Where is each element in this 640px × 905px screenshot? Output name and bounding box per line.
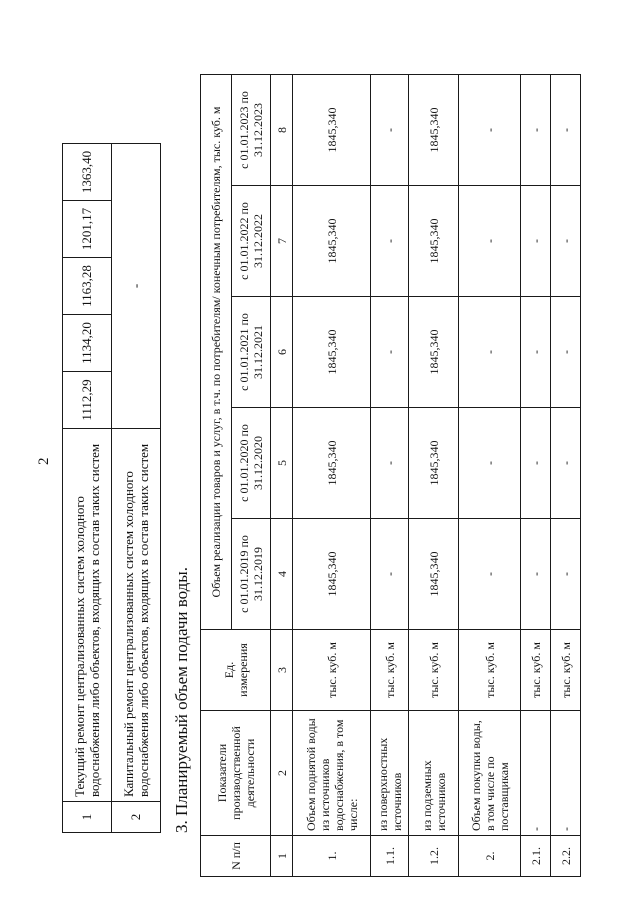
table-row [371,75,409,877]
value-cell: - [551,186,581,297]
row-number: 2. [459,836,521,877]
row-unit: тыс. куб. м [459,630,521,711]
value-cell: - [521,186,551,297]
row-indicator: - [521,711,551,836]
section-title: 3. Планируемый объем подачи воды. [172,567,191,833]
header-period: с 01.01.2022 по 31.12.2022 [232,186,271,297]
row-unit: тыс. куб. м [551,630,581,711]
row-number: 1.2. [409,836,459,877]
header-period: с 01.01.2021 по 31.12.2021 [232,297,271,408]
value-cell: - [459,186,521,297]
row-unit: тыс. куб. м [521,630,551,711]
water-supply-table [200,74,581,877]
value-cell: 1845,340 [409,186,459,297]
value-cell: - [371,408,409,519]
column-number: 6 [271,297,293,408]
table-row [63,144,112,833]
value-cell: - [371,519,409,630]
value-cell: 1845,340 [293,297,371,408]
row-indicator: из подземных источников [409,711,459,836]
table-row [409,75,459,877]
value-cell: - [459,297,521,408]
table-row [521,75,551,877]
row-number: 1.1. [371,836,409,877]
value-cell: - [459,408,521,519]
column-number: 7 [271,186,293,297]
row-unit: тыс. куб. м [293,630,371,711]
value-cell: 1845,340 [293,408,371,519]
header-period: с 01.01.2019 по 31.12.2019 [232,519,271,630]
value-cell: 1845,340 [409,519,459,630]
table-row [112,144,161,833]
column-number: 1 [271,836,293,877]
table-row [293,75,371,877]
value-cell: - [521,297,551,408]
row-number: 2.2. [551,836,581,877]
value-cell: - [521,75,551,186]
column-number: 4 [271,519,293,630]
value-cell: - [521,408,551,519]
row-number: 2.1. [521,836,551,877]
value-cell: - [371,75,409,186]
row-number: 1 [63,802,112,833]
column-number: 2 [271,711,293,836]
value-cell: - [371,186,409,297]
row-indicator: Объем покупки воды, в том числе по поставщикам [459,711,521,836]
row-number: 1. [293,836,371,877]
table-row [551,75,581,877]
value-cell: 1163,28 [63,258,112,315]
column-number: 3 [271,630,293,711]
column-number: 5 [271,408,293,519]
value-cell: 1845,340 [293,186,371,297]
repair-costs-table [62,143,161,833]
value-cell: 1134,20 [63,315,112,372]
value-cell: - [521,519,551,630]
row-indicator: Объем поднятой воды из источников водоснабжения, в том числе: [293,711,371,836]
value-cell: 1363,40 [63,144,112,201]
header-num: N п/п [201,836,271,877]
header-period: с 01.01.2023 по 31.12.2023 [232,75,271,186]
page-number: 2 [36,457,52,465]
header-indicator: Показатели производственной деятельности [201,711,271,836]
row-unit: тыс. куб. м [409,630,459,711]
row-indicator: - [551,711,581,836]
value-cell: - [551,519,581,630]
value-cell: 1112,29 [63,372,112,429]
value-cell: - [371,297,409,408]
value-cell: 1845,340 [409,75,459,186]
value-cell: - [551,75,581,186]
value-cell: - [551,408,581,519]
table-row [459,75,521,877]
value-cell: 1845,340 [409,297,459,408]
value-cell: 1845,340 [409,408,459,519]
header-unit: Ед. измерения [201,630,271,711]
value-cell: - [459,75,521,186]
row-unit: тыс. куб. м [371,630,409,711]
row-indicator: из поверхностных источников [371,711,409,836]
row-name: Текущий ремонт централизованных систем холодного водоснабжения либо объектов, входящих в состав таких систем [63,429,112,802]
row-name: Капитальный ремонт централизованных систем холодного водоснабжения либо объектов, входящих в состав таких систем [112,429,161,802]
row-number: 2 [112,802,161,833]
value-cell: 1845,340 [293,75,371,186]
value-cell: 1201,17 [63,201,112,258]
column-number: 8 [271,75,293,186]
value-cell: - [459,519,521,630]
column-number-row [271,75,293,877]
header-period: с 01.01.2020 по 31.12.2020 [232,408,271,519]
value-cell-merged: - [112,144,161,429]
header-row [201,75,232,877]
value-cell: 1845,340 [293,519,371,630]
header-group: Объем реализации товаров и услуг, в т.ч. по потребителям/ конечным потребителям, тыс. куб. м [201,75,232,630]
value-cell: - [551,297,581,408]
